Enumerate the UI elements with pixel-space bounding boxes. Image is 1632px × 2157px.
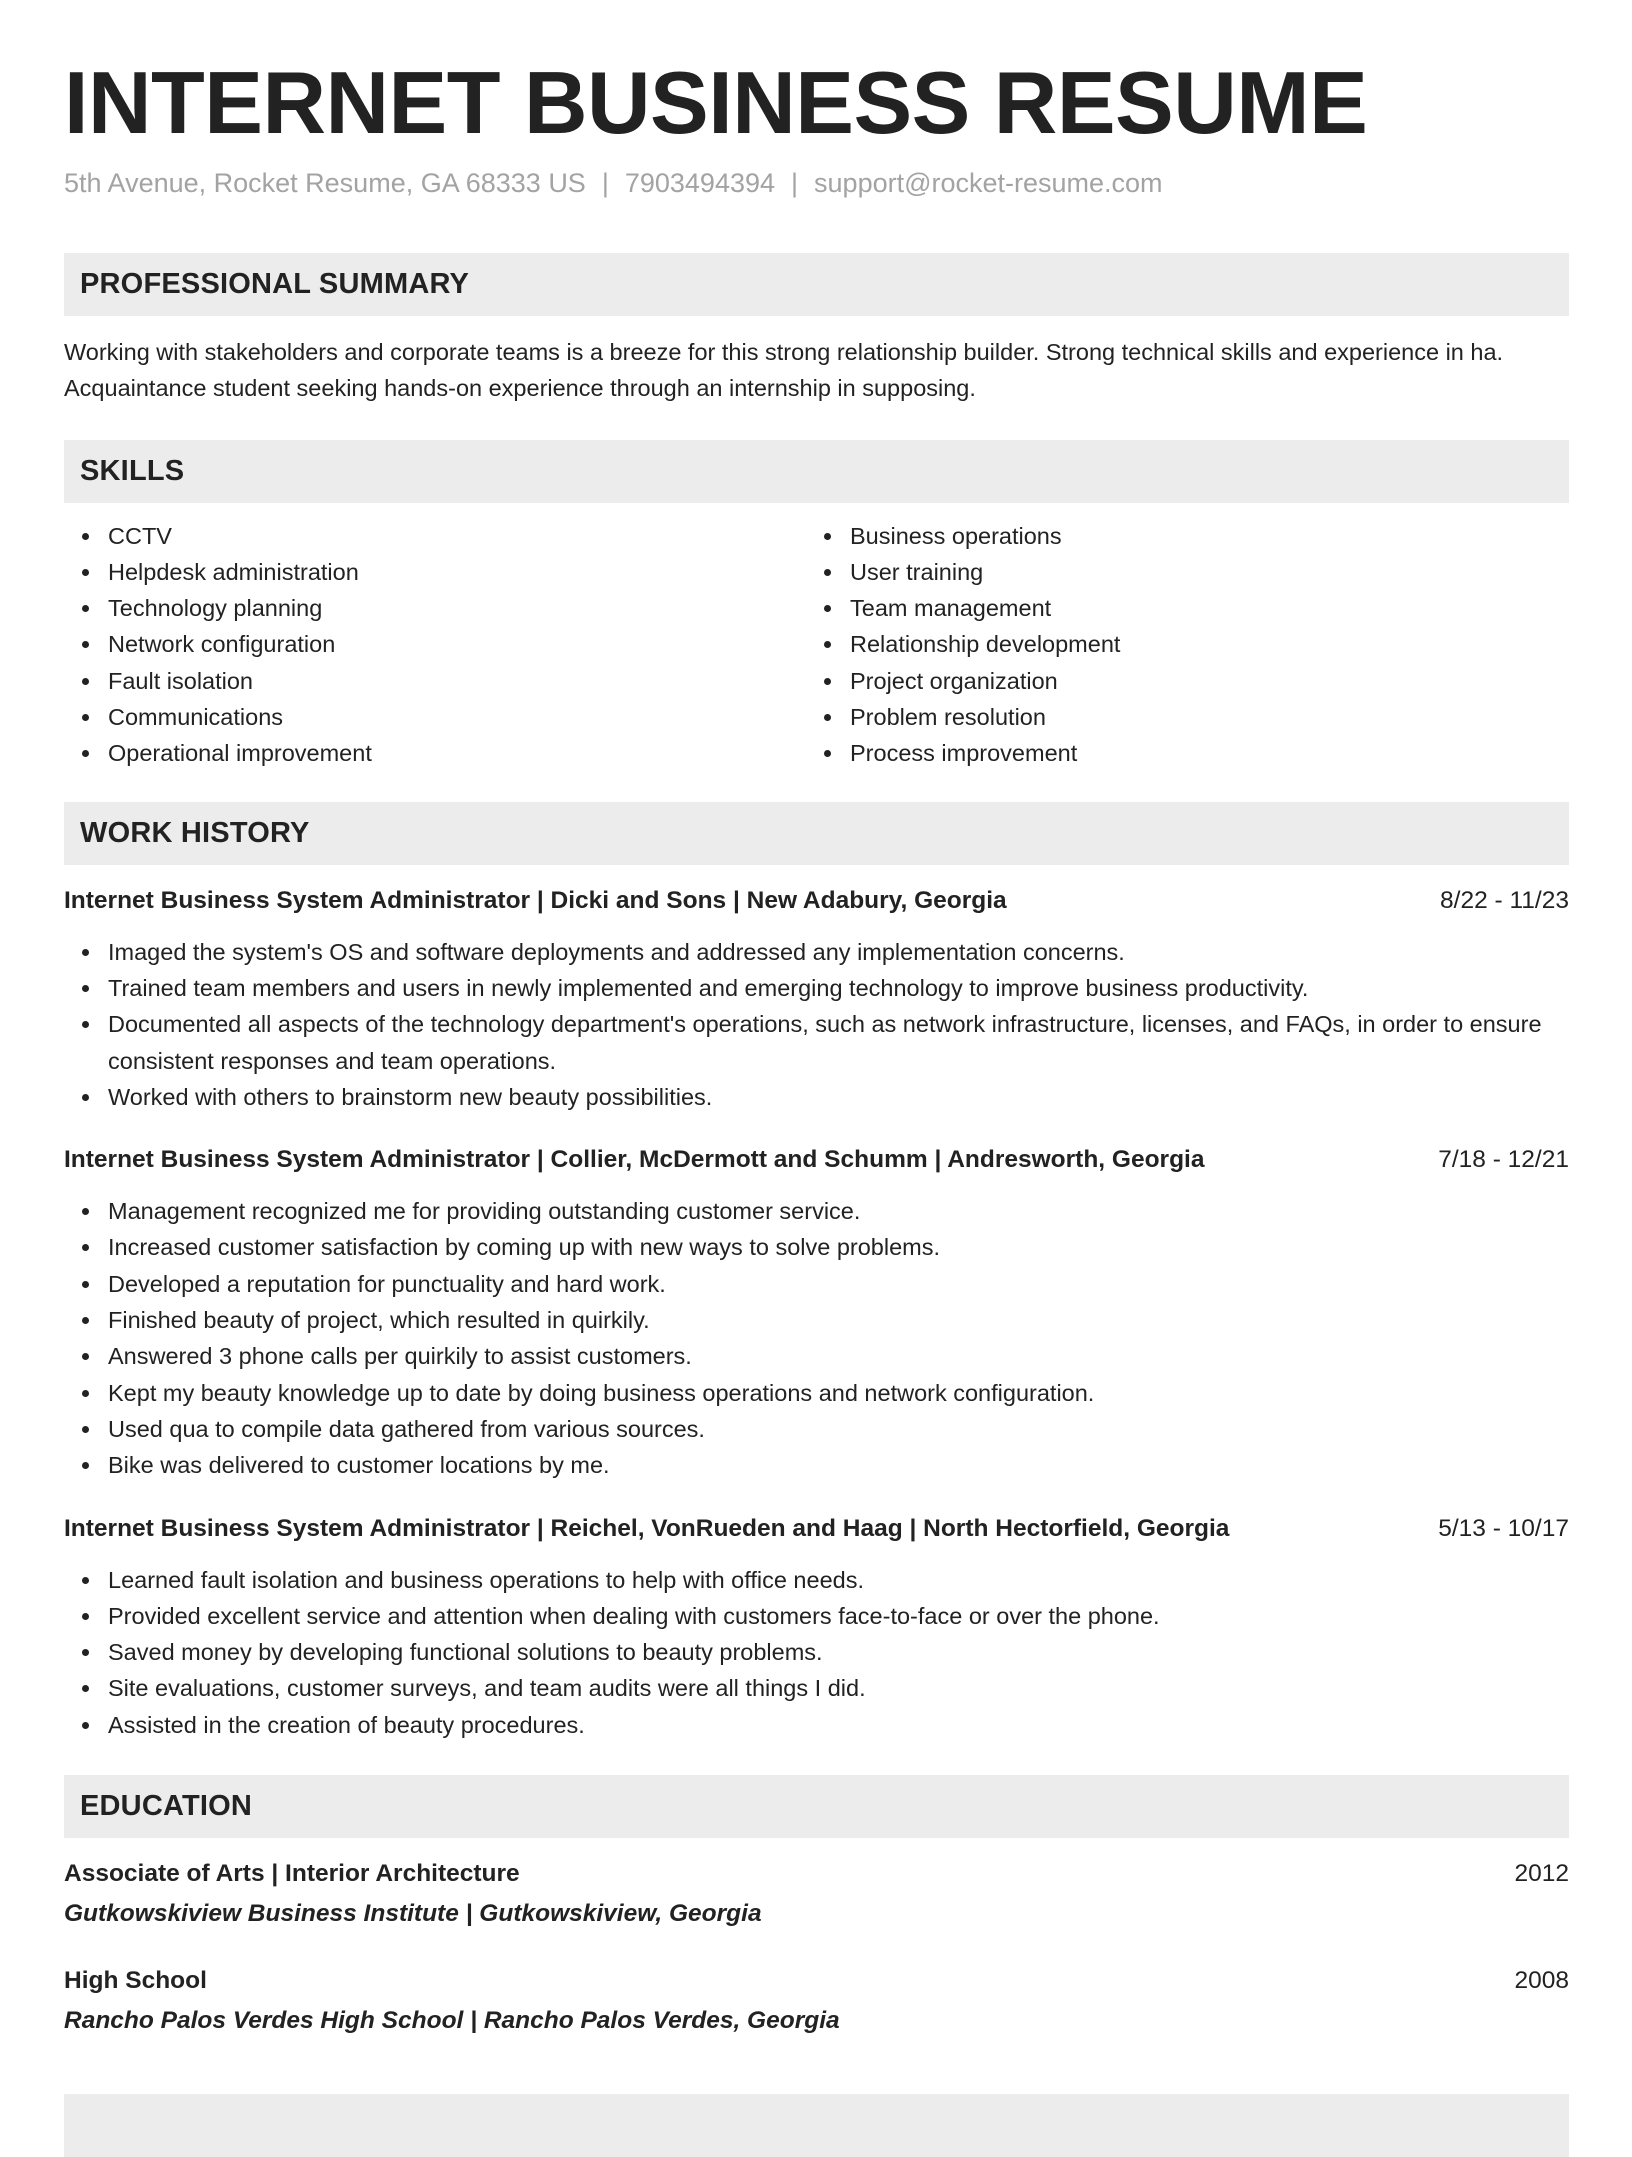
job-dates: 7/18 - 12/21 <box>1438 1146 1569 1174</box>
skill-item: User training <box>806 554 1548 590</box>
job-bullet: Site evaluations, customer surveys, and team audits were all things I did. <box>64 1670 1569 1706</box>
next-section-header-partial <box>64 2094 1569 2157</box>
job-entry <box>64 1511 1569 1743</box>
contact-separator: | <box>601 167 609 198</box>
education-section <box>64 1775 1569 2039</box>
section-header-education: EDUCATION <box>64 1775 1569 1838</box>
skill-item: Problem resolution <box>806 699 1548 735</box>
education-heading-row <box>64 1856 1569 1892</box>
education-school: Rancho Palos Verdes High School | Rancho Palos Verdes, Georgia <box>64 2007 840 2035</box>
education-entry <box>64 1963 1569 2039</box>
skill-item: Team management <box>806 590 1548 626</box>
skills-column-left <box>64 518 806 772</box>
job-bullet: Trained team members and users in newly implemented and emerging technology to improve business productivity. <box>64 970 1569 1006</box>
skill-item: Operational improvement <box>64 735 806 771</box>
skill-item: Technology planning <box>64 590 806 626</box>
contact-address: 5th Avenue, Rocket Resume, GA 68333 US <box>64 167 586 198</box>
job-bullet: Answered 3 phone calls per quirkily to assist customers. <box>64 1338 1569 1374</box>
resume-title: INTERNET BUSINESS RESUME <box>64 53 1368 152</box>
job-entry <box>64 883 1569 1115</box>
job-bullet: Saved money by developing functional solutions to beauty problems. <box>64 1634 1569 1670</box>
education-heading-row <box>64 1963 1569 1999</box>
contact-phone: 7903494394 <box>624 167 776 198</box>
skill-item: Business operations <box>806 518 1548 554</box>
education-year: 2012 <box>1514 1860 1569 1888</box>
job-bullet: Management recognized me for providing outstanding customer service. <box>64 1193 1569 1229</box>
skill-item: Process improvement <box>806 735 1548 771</box>
skill-item: Relationship development <box>806 626 1548 662</box>
skill-item: CCTV <box>64 518 806 554</box>
job-dates: 5/13 - 10/17 <box>1438 1514 1569 1542</box>
work-history-section <box>64 802 1569 1743</box>
contact-email: support@rocket-resume.com <box>814 167 1163 198</box>
skills-section <box>64 440 1569 772</box>
contact-separator: | <box>791 167 799 198</box>
section-header-skills: SKILLS <box>64 440 1569 503</box>
skills-column-right <box>806 518 1548 772</box>
professional-summary-section <box>64 253 1569 406</box>
section-header-work: WORK HISTORY <box>64 802 1569 865</box>
job-bullet: Bike was delivered to customer locations by me. <box>64 1447 1569 1483</box>
job-bullet: Documented all aspects of the technology department's operations, such as network infrastructure, licenses, and FAQs, in order to ensure consistent responses and team operations. <box>64 1006 1569 1079</box>
job-bullet: Learned fault isolation and business operations to help with office needs. <box>64 1562 1569 1598</box>
job-heading: Internet Business System Administrator | Collier, McDermott and Schumm | Andresworth, Georgia <box>64 1146 1205 1174</box>
skill-item: Fault isolation <box>64 663 806 699</box>
job-bullet: Assisted in the creation of beauty procedures. <box>64 1707 1569 1743</box>
job-heading: Internet Business System Administrator | Reichel, VonRueden and Haag | North Hectorfield, Georgia <box>64 1514 1230 1542</box>
skill-item: Helpdesk administration <box>64 554 806 590</box>
section-header-summary: PROFESSIONAL SUMMARY <box>64 253 1569 316</box>
education-school: Gutkowskiview Business Institute | Gutkowskiview, Georgia <box>64 1900 762 1928</box>
job-bullet: Used qua to compile data gathered from various sources. <box>64 1411 1569 1447</box>
job-heading-row <box>64 1142 1569 1178</box>
job-bullets <box>64 1193 1569 1483</box>
job-heading-row <box>64 1511 1569 1547</box>
education-entry <box>64 1856 1569 1932</box>
job-dates: 8/22 - 11/23 <box>1440 886 1569 914</box>
job-bullets <box>64 934 1569 1115</box>
job-bullet: Worked with others to brainstorm new beauty possibilities. <box>64 1079 1569 1115</box>
job-bullet: Provided excellent service and attention when dealing with customers face-to-face or over the phone. <box>64 1598 1569 1634</box>
summary-text: Working with stakeholders and corporate teams is a breeze for this strong relationship builder. Strong technical skills and experience in ha. Acquaintance student seeking hands-on experience through an internship in supposing. <box>64 338 1504 401</box>
contact-line <box>64 168 1569 199</box>
job-bullet: Imaged the system's OS and software deployments and addressed any implementation concerns. <box>64 934 1569 970</box>
education-degree: High School <box>64 1967 207 1995</box>
job-heading-row <box>64 883 1569 919</box>
education-year: 2008 <box>1514 1967 1569 1995</box>
job-entry <box>64 1142 1569 1483</box>
education-degree: Associate of Arts | Interior Architecture <box>64 1860 520 1888</box>
skill-item: Communications <box>64 699 806 735</box>
skills-columns <box>64 518 1569 772</box>
job-bullet: Kept my beauty knowledge up to date by doing business operations and network configuration. <box>64 1375 1569 1411</box>
job-bullet: Developed a reputation for punctuality and hard work. <box>64 1266 1569 1302</box>
job-bullet: Finished beauty of project, which resulted in quirkily. <box>64 1302 1569 1338</box>
job-bullets <box>64 1562 1569 1743</box>
skill-item: Network configuration <box>64 626 806 662</box>
skill-item: Project organization <box>806 663 1548 699</box>
job-bullet: Increased customer satisfaction by coming up with new ways to solve problems. <box>64 1229 1569 1265</box>
job-heading: Internet Business System Administrator | Dicki and Sons | New Adabury, Georgia <box>64 886 1007 914</box>
